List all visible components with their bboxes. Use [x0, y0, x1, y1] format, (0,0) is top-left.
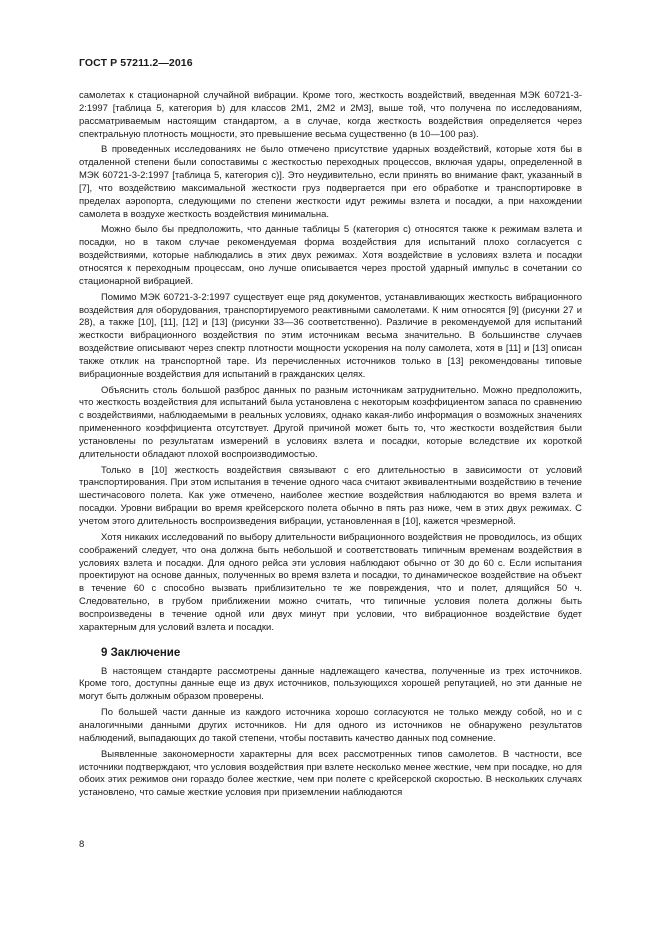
paragraph: По большей части данные из каждого источника хорошо согласуются не только между собой, но и с аналогичными данными других источников. Ни для одного из источников не обнаружено результатов наблюдений, выпадающих до такой степени, чтобы поставить качество данных под сомнение. — [79, 707, 582, 744]
paragraph: Только в [10] жесткость воздействия связывают с его длительностью в зависимости от условий транспортирования. При этом испытания в течение одного часа считают эквивалентными воздействию в течение шестичасового полета. Как уже отмечено, наиболее жесткие воздействия наблюдаются во время взлета и посадки. Уровни вибрации во время крейсерского полета обычно в пять раз ниже, чем в этих двух режимах. С учетом этого длительность воспроизведения вибрации, установленная в [10], кажется чрезмерной. — [79, 464, 582, 527]
paragraph: В проведенных исследованиях не было отмечено присутствие ударных воздействий, которые хотя бы в отдаленной степени были сопоставимы с жесткостью переходных процессов, включая удары, определенной в МЭК 60721-3-2:1997 [таблица 5, категория с)]. Это неудивительно, если принять во внимание факт, указанный в [7], что воздействию максимальной жесткости груз подвергается при его обработке и транспортировке в пределах аэропорта, следующими по степени жесткости идут режимы взлета и посадки, а при нахождении самолета в воздухе жесткость воздействия минимальна. — [79, 144, 582, 220]
paragraph: Выявленные закономерности характерны для всех рассмотренных типов самолетов. В частности, все источники подтверждают, что условия воздействия при взлете несколько менее жесткие, чем при посадке, но для обоих этих режимов они гораздо более жесткие, чем при полете с крейсерской скоростью. В нескольких случаях установлено, что самые жесткие условия при приземлении наблюдаются — [79, 748, 582, 799]
page-body — [79, 90, 582, 803]
document-header: ГОСТ Р 57211.2—2016 — [79, 57, 193, 69]
page-number: 8 — [79, 839, 85, 850]
paragraph: Хотя никаких исследований по выбору длительности вибрационного воздействия не проводилось, из общих соображений следует, что она должна быть небольшой и соответствовать типичным временам воздействия в условиях взлета и посадки. Для одного рейса эти условия наблюдают обычно от 30 до 60 с. Если испытания проектируют на основе данных, полученных во время взлета и посадки, то динамическое воздействие на объект в течение 60 с способно вызвать приблизительно те же повреждения, что и полет, длящийся 50 ч. Следовательно, в грубом приближении можно считать, что типичные условия полета должны быть воспроизведены в течение одной или двух минут при условии, что вибрационное воздействие будет характерным для условий взлета и посадки. — [79, 531, 582, 633]
paragraph: Помимо МЭК 60721-3-2:1997 существует еще ряд документов, устанавливающих жесткость вибрационного воздействия для оборудования, транспортируемого реактивными самолетами. К ним относятся [9] (рисунки 27 и 28), а также [10], [11], [12] и [13] (рисунки 33—36 соответственно). Различие в рекомендуемой для испытаний жесткости вибрационного воздействия по этим источникам весьма значительно. В большинстве случаев воздействие описывают через спектр плотности мощности ускорения на полу самолета, хотя в [11] и [13] описан также отклик на транспортной таре. Из перечисленных источников только в [13] рекомендованы типовые вибрационные воздействия для испытаний в гражданских целях. — [79, 291, 582, 380]
paragraph: Можно было бы предположить, что данные таблицы 5 (категория с) относятся также к режимам взлета и посадки, но в таком случае рекомендуемая форма воздействия для испытаний плохо согласуется с воздействиями, которые наблюдались в этих двух режимах. Хотя воздействие в условиях взлета и посадки относятся к переходным процессам, оно лучше описывается через простой ударный импульс в сочетании со стационарной вибрацией. — [79, 224, 582, 287]
paragraph: В настоящем стандарте рассмотрены данные надлежащего качества, полученные из трех источников. Кроме того, доступны данные еще из двух источников, пользующихся хорошей репутацией, но эти данные не могут быть должным образом проверены. — [79, 665, 582, 703]
paragraph: самолетах к стационарной случайной вибрации. Кроме того, жесткость воздействий, введенная МЭК 60721-3-2:1997 [таблица 5, категория b) для классов 2М1, 2М2 и 2М3], выше той, что получена по исследованиям, рассматриваемым настоящим стандартом, а в случае, когда жесткость воздействия определяется через спектральную плотность мощности, это превышение весьма существенно (в 10—100 раз). — [79, 90, 582, 140]
paragraph: Объяснить столь большой разброс данных по разным источникам затруднительно. Можно предположить, что жесткость воздействия для испытаний была установлена с некоторым коэффициентом запаса по сравнению с воздействиями, наблюдаемыми в реальных условиях, однако какая-либо информация о возможных значениях примененного коэффициента отсутствует. Другой причиной может быть то, что жесткости воздействия были установлены по результатам измерений в условиях взлета и посадки, которые вследствие их короткой длительности обладают плохой воспроизводимостью. — [79, 384, 582, 460]
section-heading: 9 Заключение — [101, 646, 181, 659]
